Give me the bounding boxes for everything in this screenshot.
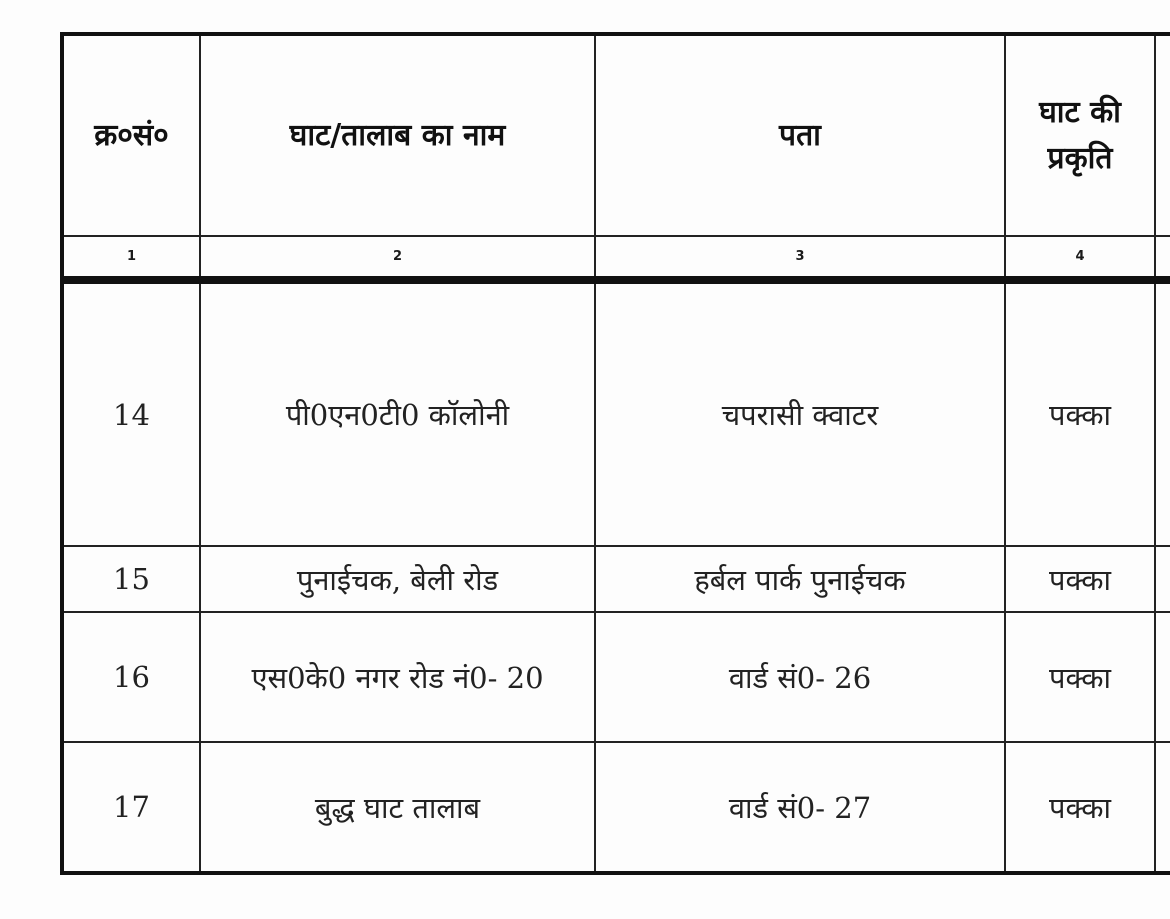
ghat-list-table [60,32,1170,875]
address-cell: वार्ड सं0- 27 [595,742,1005,873]
column-number: 4 [1005,236,1155,280]
nature-cell: पक्का [1005,280,1155,546]
serial-number-cell: 16 [62,612,200,742]
cut-off-cell [1155,280,1170,546]
address-cell: वार्ड सं0- 26 [595,612,1005,742]
nature-cell: पक्का [1005,612,1155,742]
table-row [62,612,1170,742]
column-number-row [62,236,1170,280]
column-number: 2 [200,236,595,280]
table-row [62,546,1170,612]
column-number [1155,236,1170,280]
table-header-row [62,34,1170,236]
address-cell: चपरासी क्वाटर [595,280,1005,546]
header-cut-off-column [1155,34,1170,236]
ghat-name-cell: बुद्ध घाट तालाब [200,742,595,873]
table-row [62,742,1170,873]
header-address: पता [595,34,1005,236]
header-ghat-name: घाट/तालाब का नाम [200,34,595,236]
serial-number-cell: 14 [62,280,200,546]
ghat-name-cell: पी0एन0टी0 कॉलोनी [200,280,595,546]
column-number: 3 [595,236,1005,280]
table-row [62,280,1170,546]
nature-cell: पक्का [1005,546,1155,612]
serial-number-cell: 15 [62,546,200,612]
cut-off-cell [1155,612,1170,742]
cut-off-cell [1155,546,1170,612]
header-serial-number: क्र०सं० [62,34,200,236]
column-number: 1 [62,236,200,280]
serial-number-cell: 17 [62,742,200,873]
nature-cell: पक्का [1005,742,1155,873]
address-cell: हर्बल पार्क पुनाईचक [595,546,1005,612]
ghat-name-cell: पुनाईचक, बेली रोड [200,546,595,612]
cut-off-cell [1155,742,1170,873]
header-ghat-nature: घाट की प्रकृति [1005,34,1155,236]
ghat-name-cell: एस0के0 नगर रोड नं0- 20 [200,612,595,742]
